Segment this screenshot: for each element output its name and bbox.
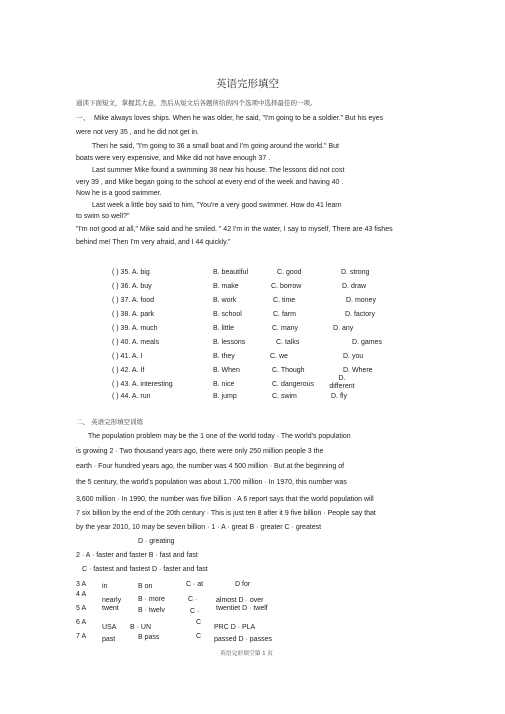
option-c: C	[196, 619, 202, 626]
option-a: twent	[102, 605, 119, 612]
option-a: in	[102, 583, 108, 590]
option-d: D. fly	[331, 393, 347, 400]
option-b: B. little	[213, 325, 235, 332]
passage-line: Now he is a good swimmer.	[76, 190, 162, 197]
passage-line: were not very 35 , and he did not get in.	[76, 129, 199, 136]
question-number: ( ) 40. A. meals	[112, 339, 160, 346]
passage-line: earth · Four hundred years ago, the number was 4 500 million · But at the beginning of	[76, 463, 345, 470]
passage-line: The population problem may be the 1 one of the world today · The world's population	[88, 433, 351, 440]
option-c: C. dangerous	[272, 381, 315, 388]
question-number: ( ) 42. A. If	[112, 367, 145, 374]
option-d: D. draw	[342, 283, 367, 290]
option-c: C. farm	[273, 311, 296, 318]
row-number: 4 A	[76, 591, 87, 598]
option-b: B. lessons	[213, 339, 246, 346]
row-number: 6 A	[76, 619, 87, 626]
option-c: C ·	[188, 596, 198, 603]
option-c: C. we	[270, 353, 288, 360]
passage-line: to swim so well?"	[76, 213, 130, 220]
option-b: B · UN	[130, 624, 151, 631]
option-d: D. factory	[345, 311, 375, 318]
option-b: B. work	[213, 297, 237, 304]
option-c: C. Though	[272, 367, 305, 374]
option-d: D. you	[343, 353, 364, 360]
option-b: B pass	[138, 634, 160, 641]
page-footer: 英语完形填空第 1 页	[220, 651, 273, 657]
question-number: ( ) 38. A. park	[112, 311, 155, 318]
row-number: 5 A	[76, 605, 87, 612]
instruction: 通读下面短文，掌握其大意，然后从短文后各题所给的四个选项中选择最佳的一项。	[76, 99, 317, 107]
section2-heading: 二、 英语完形填空训练	[76, 418, 144, 426]
question-number: ( ) 35. A. big	[112, 269, 150, 276]
option-c: C ·	[190, 608, 200, 615]
question-number: ( ) 36. A. buy	[112, 283, 152, 290]
option-d: D. games	[352, 339, 382, 346]
option-a: USA	[102, 624, 117, 631]
passage-line: behind me! Then I'm very afraid, and I 44 quickly."	[76, 239, 231, 246]
question-number: ( ) 39. A. much	[112, 325, 158, 332]
page-title: 英语完形填空	[216, 78, 279, 90]
passage-line: by the year 2010, 10 may be seven billion · 1 · A · great B · greater C · greatest	[76, 524, 322, 531]
row-number: 7 A	[76, 633, 87, 640]
question-number: ( ) 37. A. food	[112, 297, 155, 304]
option-d: almost D · over	[216, 597, 264, 604]
passage-line: the 5 century, the world's population was about 1,700 million · In 1970, this number was	[76, 479, 347, 486]
passage-line: is growing 2 · Two thousand years ago, there were only 250 million people 3 the	[76, 448, 324, 455]
option-b: B on	[138, 583, 153, 590]
question-number: ( ) 44. A. run	[112, 393, 151, 400]
option-b: B. beautiful	[213, 269, 249, 276]
passage-line: Then he said, "I'm going to 36 a small boat and I'm going around the world." But	[92, 143, 339, 150]
passage-line: 7 six billion by the end of the 20th century · This is just ten 8 after it 9 five billion · People say that	[76, 510, 376, 517]
option-d: D. Where	[343, 367, 373, 374]
option-c: C	[196, 633, 202, 640]
question-2: 2 · A · faster and faster B · fast and fast	[76, 552, 198, 559]
option-b: B. school	[213, 311, 242, 318]
option-d: D. any	[333, 325, 354, 332]
option-a: past	[102, 636, 116, 643]
passage-line: very 39 , and Mike began going to the school at every end of the week and having 40 .	[76, 179, 344, 186]
option-c: C. talks	[276, 339, 300, 346]
question-number: ( ) 41. A. I	[112, 353, 143, 360]
option-d: twentiet D · twelf	[216, 605, 268, 612]
passage-line: "I'm not good at all," Mike said and he smiled. " 42 I'm in the water, I say to myself, There are 43 fishes	[76, 226, 393, 233]
passage-line: boats were very expensive, and Mike did not have enough 37 .	[76, 155, 271, 162]
option-c: C. time	[273, 297, 296, 304]
option-c: C. swim	[272, 393, 297, 400]
passage-line: Last week a little boy said to him, "You're a very good swimmer. How do 41 learn	[92, 202, 342, 209]
section1-heading: 一、	[76, 115, 90, 122]
option-d: D. money	[346, 297, 376, 304]
option-d: D. strong	[341, 269, 370, 276]
passage-line: 3,600 million · In 1990, the number was five billion · A 6 report says that the world population will	[76, 496, 374, 503]
option-b: B · twelv	[138, 607, 165, 614]
option-c: C. good	[277, 269, 302, 276]
option-b: B. nice	[213, 381, 235, 388]
passage-line: Last summer Mike found a swimming 38 near his house. The lessons did not cost	[92, 167, 345, 174]
option-d: D for	[235, 581, 251, 588]
option-b: B. make	[213, 283, 239, 290]
row-number: 3 A	[76, 581, 87, 588]
question-2-options-cd: C · fastest and fastest D · faster and fast	[82, 566, 208, 573]
passage-line: Mike always loves ships. When he was older, he said, "I'm going to be a soldier." But his eyes	[94, 115, 384, 122]
option-d: D. different	[329, 375, 355, 390]
option-b: B · more	[138, 596, 165, 603]
option-a: nearly	[102, 597, 122, 604]
question-1-option-d: D · greating	[138, 538, 175, 545]
question-number: ( ) 43. A. interesting	[112, 381, 173, 388]
option-c: C · at	[186, 581, 204, 588]
option-b: B. they	[213, 353, 235, 360]
option-b: B. jump	[213, 393, 237, 400]
option-c: C. borrow	[271, 283, 302, 290]
option-d: passed D · passes	[214, 636, 272, 643]
option-d: PRC D · PLA	[214, 624, 256, 631]
option-c: C. many	[272, 325, 299, 332]
option-b: B. When	[213, 367, 240, 374]
